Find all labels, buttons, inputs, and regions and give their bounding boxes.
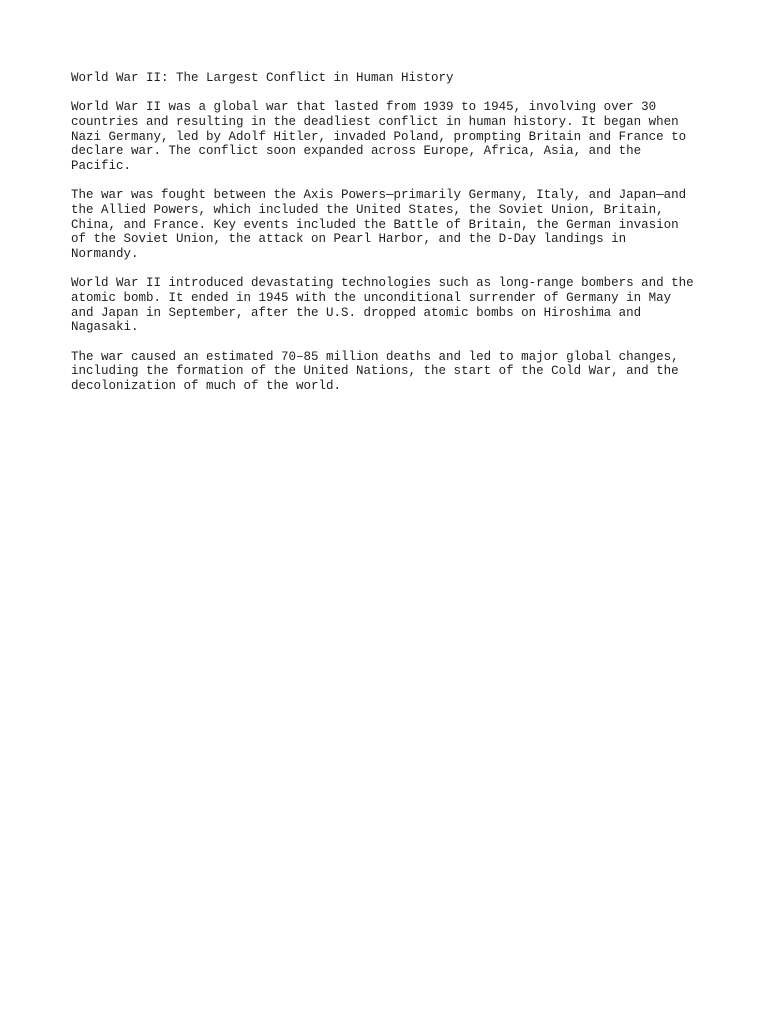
paragraph-line: Normandy. — [71, 247, 139, 262]
paragraph-line: Nazi Germany, led by Adolf Hitler, invaded Poland, prompting Britain and France to — [71, 129, 687, 144]
paragraph-line: of the Soviet Union, the attack on Pearl Harbor, and the D-Day landings in — [71, 232, 627, 247]
paragraph-line: Pacific. — [71, 159, 132, 174]
paragraph-line: countries and resulting in the deadliest conflict in human history. It began when — [71, 114, 679, 129]
paragraph-line: including the formation of the United Nations, the start of the Cold War, and the — [71, 364, 679, 379]
paragraph-line: and Japan in September, after the U.S. dropped atomic bombs on Hiroshima and — [71, 305, 642, 320]
paragraph-line: decolonization of much of the world. — [71, 378, 342, 393]
paragraph-line: declare war. The conflict soon expanded across Europe, Africa, Asia, and the — [71, 144, 642, 159]
paragraph-line: atomic bomb. It ended in 1945 with the unconditional surrender of Germany in May — [71, 290, 672, 305]
paragraph-line: World War II introduced devastating technologies such as long-range bombers and the — [71, 276, 694, 291]
paragraph-line: Nagasaki. — [71, 320, 139, 335]
document-title: World War II: The Largest Conflict in Human History — [71, 71, 454, 85]
paragraph-2 — [71, 188, 711, 262]
paragraph-3 — [71, 276, 711, 335]
paragraph-line: China, and France. Key events included the Battle of Britain, the German invasion — [71, 217, 679, 232]
paragraph-line: The war was fought between the Axis Powers—primarily Germany, Italy, and Japan—and — [71, 188, 687, 203]
paragraph-1 — [71, 100, 711, 174]
document-page — [71, 71, 711, 408]
paragraph-line: the Allied Powers, which included the United States, the Soviet Union, Britain, — [71, 202, 664, 217]
paragraph-line: World War II was a global war that lasted from 1939 to 1945, involving over 30 — [71, 100, 657, 115]
paragraph-4 — [71, 350, 711, 394]
paragraph-line: The war caused an estimated 70–85 million deaths and led to major global changes, — [71, 349, 679, 364]
